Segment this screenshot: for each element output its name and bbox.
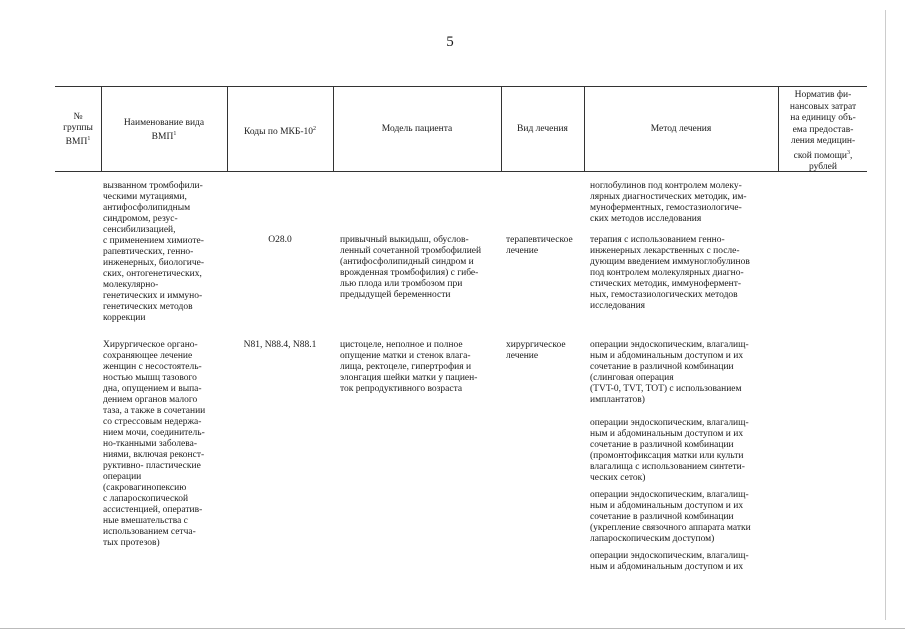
treatment-method-cell: операции эндоскопическим, влагалищ- ным и абдоминальным доступом и их сочетание в различной комбинации (промонтофиксация матки или культи влагалища с использованием синтети- ческих сеток) [590, 418, 749, 483]
column-divider [101, 86, 102, 172]
vmp-name-cell: Хирургическое органо- сохраняющее лечение женщин с несостоятель- ностью мышц тазового дна, опущением и выпа- дением органов малого таза, а также в сочетании со стрессовым недержа- нием мочи, соединитель- но-тканными заболева- ниями, включая реконст- руктивно- пластические операции (сакровагинопексию с лапароскопической ассистенцией, оператив- ные вмешательства с использованием сетча- тых протезов) [103, 340, 206, 548]
header-cost-norm: Норматив фи- нансовых затрат на единицу объ- ема предостав- ления медицин- ской помощи$^3$, рублей [789, 90, 857, 173]
patient-model-cell: цистоцеле, неполное и полное опущение матки и стенок влага- лища, ректоцеле, гипертрофия и элонгация шейки матки у пациен- ток репродуктивного возраста [340, 340, 478, 394]
treatment-type-cell: хирургическое лечение [506, 340, 566, 361]
header-treatment-method: Метод лечения [650, 124, 712, 134]
scan-edge-line [885, 10, 886, 620]
table-header-bottom-border [55, 171, 867, 172]
scan-edge-line [0, 628, 905, 629]
column-divider [501, 86, 502, 172]
header-icd-codes: Коды по МКБ-$10^2$ [243, 126, 317, 138]
treatment-method-cell: операции эндоскопическим, влагалищ- ным и абдоминальным доступом и их [590, 551, 749, 572]
header-treatment-type: Вид лечения [517, 124, 568, 134]
vmp-name-continued: вызванном тромбофили- ческими мутациями, антифосфолипидным синдромом, резус- сенсибилизацией, с применением химиоте- рапевтических, генно- инженерных, биологиче- ских, онтогенетических, молекулярно- генетических и иммуно- генетических методов коррекции [103, 181, 205, 323]
header-patient-model: Модель пациента [381, 124, 453, 134]
column-divider [584, 86, 585, 172]
treatment-type-cell: терапевтическое лечение [506, 235, 573, 256]
treatment-method-cell: операции эндоскопическим, влагалищ- ным и абдоминальным доступом и их сочетание в различной комбинации (слинговая операция (TVT-0, TVT, TOT) с использованием имплантатов) [590, 340, 749, 405]
treatment-method-continued: ноглобулинов под контролем молеку- лярных диагностических методик, им- муноферментных, гемостазиологиче- ских методов исследования [590, 181, 747, 224]
table-header-top-border [55, 86, 867, 87]
column-divider [778, 86, 779, 172]
icd-code-cell: N81, N88.4, N88.1 [243, 340, 317, 350]
column-divider [333, 86, 334, 172]
treatment-method-cell: операции эндоскопическим, влагалищ- ным и абдоминальным доступом и их сочетание в различной комбинации (укрепление связочного аппарата матки лапароскопическим доступом) [590, 490, 751, 544]
header-vmp-name: Наименование вида ВМП$^1$ [123, 118, 205, 143]
icd-code-cell: O28.0 [268, 235, 292, 245]
header-group-number: № группы ВМП$^1$ [63, 112, 93, 148]
column-divider [227, 86, 228, 172]
page-number: 5 [446, 34, 454, 50]
treatment-method-cell: терапия с использованием генно- инженерных лекарственных с после- дующим введением иммуноглобулинов под контролем молекулярных диагно- стических методик, иммунофермент- ных, гемостазиологических методов исследования [590, 235, 750, 311]
patient-model-cell: привычный выкидыш, обуслов- ленный сочетанной тромбофилией (антифосфолипидный синдром и врожденная тромбофилия) с гибе- лью плода или тромбозом при предыдущей беременности [340, 235, 482, 300]
